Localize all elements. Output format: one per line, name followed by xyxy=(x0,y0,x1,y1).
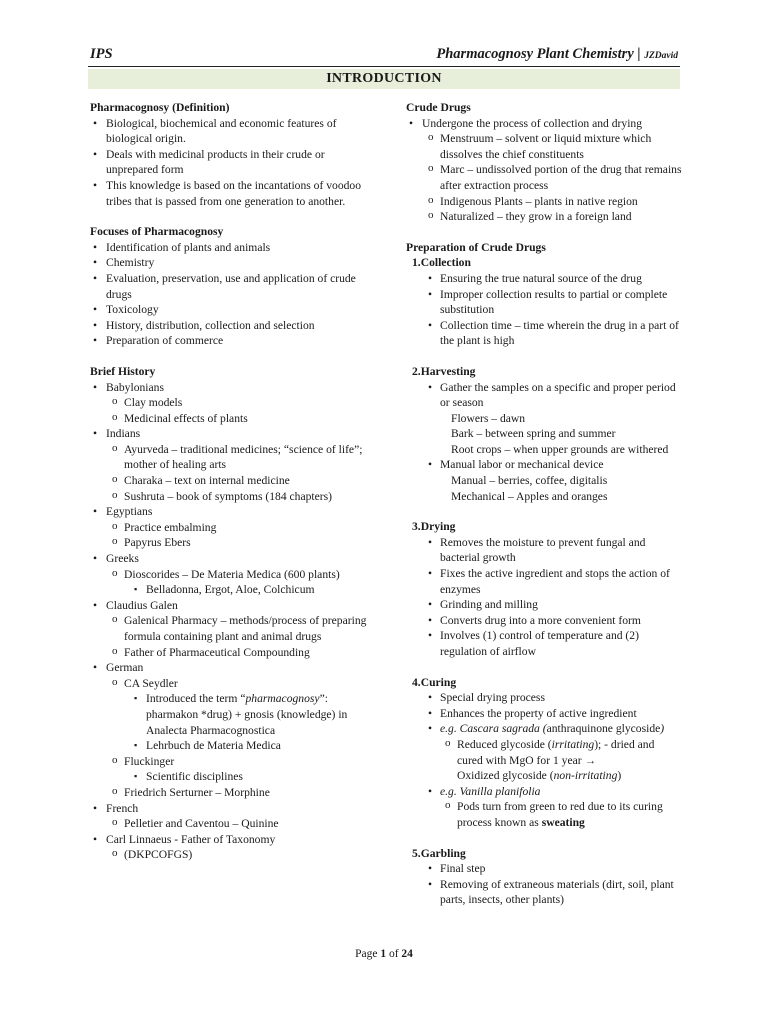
harvesting-heading: 2.Harvesting xyxy=(412,364,476,378)
list-item: ▪ Lehrbuch de Materia Medica xyxy=(90,738,372,754)
example-label: e.g. Vanilla planifolia xyxy=(440,784,541,798)
left-column xyxy=(90,100,372,863)
preparation-heading: Preparation of Crude Drugs xyxy=(406,240,546,254)
example-close: ) xyxy=(660,722,665,736)
list-item-text: Ensuring the true natural source of the drug xyxy=(440,271,642,285)
list-item: o Father of Pharmaceutical Compounding xyxy=(90,645,372,661)
list-item: • Indians xyxy=(90,426,372,442)
header-author: JZDavid xyxy=(644,51,678,61)
page-current: 1 xyxy=(380,948,387,960)
list-item: o Indigenous Plants – plants in native region xyxy=(406,194,682,210)
header-title-group xyxy=(436,46,678,63)
list-item: o Clay models xyxy=(90,395,372,411)
list-item xyxy=(406,721,682,737)
list-item: o Marc – undissolved portion of the drug that remains after extraction process xyxy=(406,162,682,193)
list-item: ▪ Scientific disciplines xyxy=(90,769,372,785)
list-item: o Fluckinger xyxy=(90,754,372,770)
oxidized-term: non-irritating xyxy=(553,769,618,783)
garbling-list xyxy=(406,861,682,908)
list-item: • Special drying process xyxy=(406,690,682,706)
list-item: • Deals with medicinal products in their crude or unprepared form xyxy=(90,147,372,178)
list-item: • Gather the samples on a specific and proper period or season xyxy=(406,380,682,411)
list-item: • Final step xyxy=(406,861,682,877)
list-item: o Medicinal effects of plants xyxy=(90,411,372,427)
list-item: • German xyxy=(90,660,372,676)
list-item: • Carl Linnaeus - Father of Taxonomy xyxy=(90,832,372,848)
definition-heading: Pharmacognosy (Definition) xyxy=(90,101,230,114)
curing-list xyxy=(406,690,682,830)
focuses-list xyxy=(90,240,372,349)
pods-text: Pods turn from green to red due to its curing process known as xyxy=(457,800,663,829)
history-heading: Brief History xyxy=(90,364,156,378)
example-text: anthraquinone glycoside xyxy=(546,722,661,736)
drying-list xyxy=(406,535,682,660)
crude-drugs-list xyxy=(406,116,682,225)
page-of-label: of xyxy=(386,948,402,960)
list-item: • Babylonians xyxy=(90,380,372,396)
collection-list xyxy=(406,271,682,349)
list-item: o Pelletier and Caventou – Quinine xyxy=(90,816,372,832)
right-column xyxy=(406,100,682,908)
list-item: • Fixes the active ingredient and stops the action of enzymes xyxy=(406,566,682,597)
list-item: o CA Seydler xyxy=(90,676,372,692)
oxidized-text: Oxidized glycoside ( xyxy=(457,769,554,783)
harvesting-list xyxy=(406,380,682,505)
list-item: • Evaluation, preservation, use and application of crude drugs xyxy=(90,271,372,302)
example-label: e.g. Cascara sagrada ( xyxy=(440,722,547,736)
curing-heading: 4.Curing xyxy=(412,675,457,689)
list-item: • Undergone the process of collection and drying xyxy=(406,116,682,132)
list-item: • French xyxy=(90,801,372,817)
list-item: • Toxicology xyxy=(90,302,372,318)
pods-term: sweating xyxy=(541,815,585,829)
list-item: • Manual labor or mechanical device xyxy=(406,457,682,473)
list-item: Bark – between spring and summer xyxy=(451,427,616,441)
list-item: o Galenical Pharmacy – methods/process of preparing formula containing plant and animal drugs xyxy=(90,613,372,644)
list-item: • Involves (1) control of temperature and (2) regulation of airflow xyxy=(406,628,682,659)
list-item xyxy=(406,784,682,800)
list-item: o Ayurveda – traditional medicines; “science of life”; mother of healing arts xyxy=(90,442,372,473)
list-item xyxy=(406,799,682,830)
list-item xyxy=(406,271,682,287)
introduced-term: pharmacognosy xyxy=(245,692,320,706)
collection-heading: 1.Collection xyxy=(412,256,471,270)
list-item: • Collection time – time wherein the drug in a part of the plant is high xyxy=(406,318,682,349)
list-item: o Naturalized – they grow in a foreign land xyxy=(406,209,682,225)
list-item: • Biological, biochemical and economic features of biological origin. xyxy=(90,116,372,147)
header-title: Pharmacognosy Plant Chemistry xyxy=(436,46,634,62)
list-item: o Menstruum – solvent or liquid mixture which dissolves the chief constituents xyxy=(406,131,682,162)
list-item: o (DKPCOFGS) xyxy=(90,847,372,863)
list-item xyxy=(90,691,372,738)
list-item: o Dioscorides – De Materia Medica (600 plants) xyxy=(90,567,372,583)
list-item: • Claudius Galen xyxy=(90,598,372,614)
introduced-text: Introduced the term “ xyxy=(146,692,246,706)
drying-heading: 3.Drying xyxy=(412,520,456,534)
list-item: ▪ Belladonna, Ergot, Aloe, Colchicum xyxy=(90,582,372,598)
history-list xyxy=(90,380,372,863)
list-item: Mechanical – Apples and oranges xyxy=(451,489,608,503)
list-item: • Removes the moisture to prevent fungal and bacterial growth xyxy=(406,535,682,566)
list-item: • Preparation of commerce xyxy=(90,333,372,349)
list-item: • History, distribution, collection and selection xyxy=(90,318,372,334)
page-footer xyxy=(0,948,768,960)
list-item: Root crops – when upper grounds are withered xyxy=(451,442,669,456)
header-separator: | xyxy=(633,46,645,62)
list-item: Flowers – dawn xyxy=(451,411,526,425)
list-item: • Enhances the property of active ingredient xyxy=(406,706,682,722)
definition-list xyxy=(90,116,372,210)
list-item: • This knowledge is based on the incantations of voodoo tribes that is passed from one generation to another. xyxy=(90,178,372,209)
header-course: IPS xyxy=(90,46,113,62)
section-banner: INTRODUCTION xyxy=(88,69,680,89)
reduced-rest: ); - dried and cured with MgO for 1 year → xyxy=(457,737,655,767)
reduced-text: Reduced glycoside ( xyxy=(457,737,552,751)
page-total: 24 xyxy=(401,948,413,960)
list-item: o Papyrus Ebers xyxy=(90,535,372,551)
list-item: • Grinding and milling xyxy=(406,597,682,613)
list-item: • Greeks xyxy=(90,551,372,567)
list-item: o Sushruta – book of symptoms (184 chapters) xyxy=(90,489,372,505)
list-item: Manual – berries, coffee, digitalis xyxy=(451,474,608,488)
list-item: o Practice embalming xyxy=(90,520,372,536)
list-item: • Converts drug into a more convenient form xyxy=(406,613,682,629)
list-item: o Charaka – text on internal medicine xyxy=(90,473,372,489)
list-item: • Removing of extraneous materials (dirt, soil, plant parts, insects, other plants) xyxy=(406,877,682,908)
focuses-heading: Focuses of Pharmacognosy xyxy=(90,225,224,239)
list-item xyxy=(406,737,682,768)
list-item: o Friedrich Serturner – Morphine xyxy=(90,785,372,801)
list-item: • Improper collection results to partial or complete substitution xyxy=(406,287,682,318)
crude-drugs-heading: Crude Drugs xyxy=(406,101,471,114)
oxidized-rest: ) xyxy=(617,769,622,783)
page-label: Page xyxy=(355,948,381,960)
introduced-rest: ”: pharmakon *drug) + gnosis (knowledge) in Analecta Pharmacognostica xyxy=(146,692,348,737)
list-item: • Identification of plants and animals xyxy=(90,240,372,256)
garbling-heading: 5.Garbling xyxy=(412,846,466,860)
page-header xyxy=(88,44,680,67)
list-item xyxy=(406,768,682,784)
list-item: • Egyptians xyxy=(90,504,372,520)
list-item: • Chemistry xyxy=(90,255,372,271)
reduced-term: irritating xyxy=(551,737,595,751)
